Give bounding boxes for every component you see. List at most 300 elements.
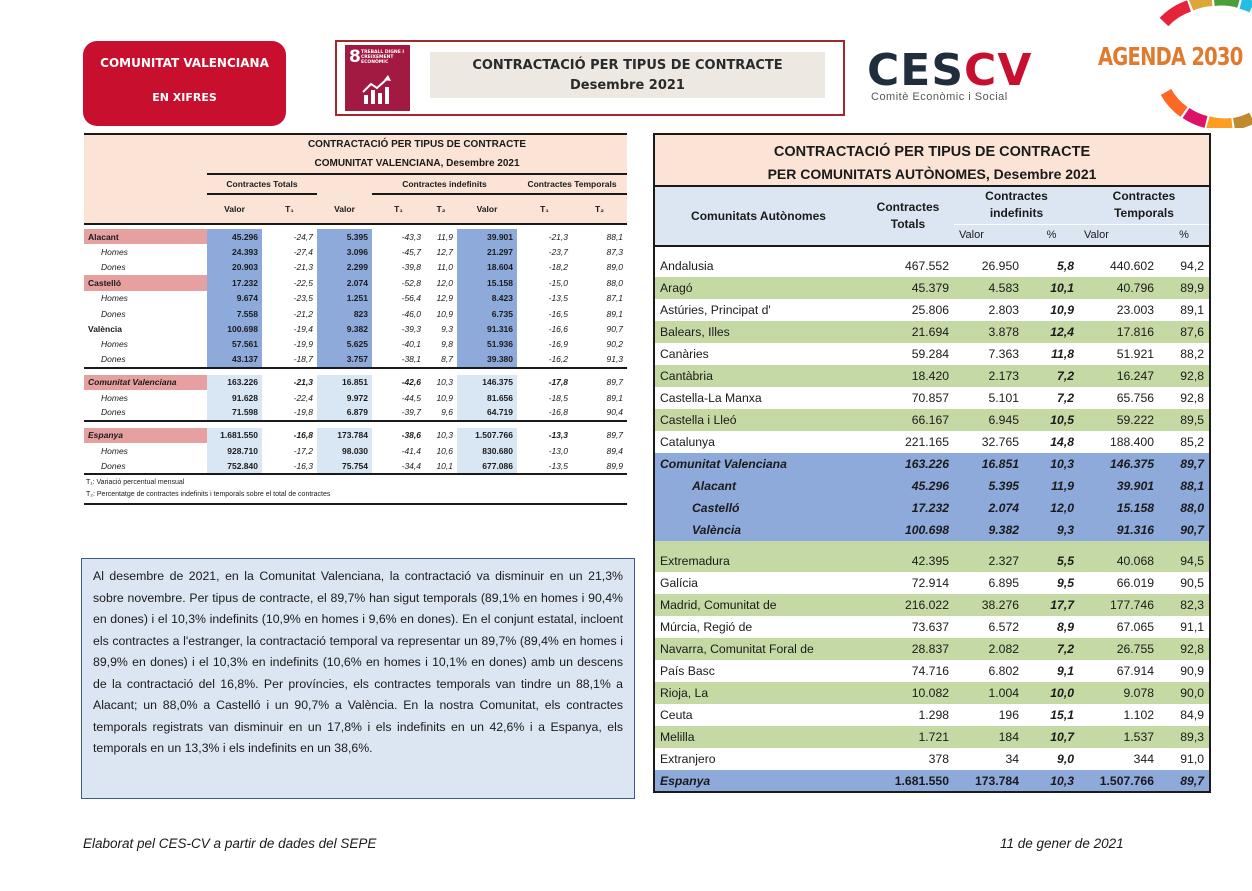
- table-row: [84, 337, 627, 352]
- region-name: Catalunya: [654, 431, 862, 453]
- page-title-line2: Desembre 2021: [570, 78, 685, 93]
- row-label: Castelló: [84, 275, 207, 290]
- table-cell: 57.561: [207, 337, 262, 352]
- table-cell: 2.327: [954, 550, 1024, 572]
- table-cell: -13,3: [548, 430, 568, 441]
- subhead: T₂: [425, 194, 457, 224]
- table-cell: 177.746: [1079, 594, 1159, 616]
- table-cell: -17,8: [548, 377, 568, 388]
- table-cell: 1.102: [1079, 704, 1159, 726]
- table-cell: 89,1: [606, 392, 624, 403]
- region-name: Melilla: [654, 726, 862, 748]
- table-cell: 81.656: [457, 390, 517, 405]
- table-cell: 100.698: [207, 321, 262, 336]
- table-cell: -23,5: [293, 293, 313, 304]
- sdg-number: 8: [349, 47, 361, 67]
- province-table-title: CONTRACTACIÓ PER TIPUS DE CONTRACTE: [207, 134, 627, 154]
- table-cell: 2.803: [954, 299, 1024, 321]
- ces-logo-subtitle: Comitè Econòmic i Social: [871, 91, 1008, 103]
- table-cell: -52,8: [401, 277, 421, 288]
- table-cell: 91,1: [1159, 616, 1210, 638]
- table-cell: 163.226: [862, 453, 954, 475]
- row-label: Espanya: [84, 428, 207, 443]
- table-cell: 64.719: [457, 405, 517, 420]
- table-cell: -43,3: [401, 231, 421, 242]
- sub-valor: Valor: [954, 224, 1024, 246]
- table-cell: 2.074: [317, 275, 372, 290]
- table-cell: 43.137: [207, 352, 262, 367]
- table-cell: 89,1: [606, 308, 624, 319]
- table-cell: 45.296: [862, 475, 954, 497]
- table-cell: 34: [954, 748, 1024, 770]
- table-row: [654, 594, 1210, 616]
- table-cell: 12,9: [436, 293, 453, 304]
- table-cell: -46,0: [401, 308, 421, 319]
- group-header-total: Contractes Totals: [207, 174, 317, 194]
- table-cell: 11,9: [437, 231, 453, 242]
- note-t2: T₂: Percentatge de contractes indefinits i temporals sobre el total de contractes: [86, 490, 331, 498]
- table-cell: 1.298: [862, 704, 954, 726]
- table-cell: 2.074: [954, 497, 1024, 519]
- table-cell: 9,3: [441, 324, 453, 335]
- footer-source: Elaborat pel CES-CV a partir de dades del SEPE: [83, 836, 377, 851]
- table-cell: -16,2: [548, 354, 568, 365]
- table-cell: -16,3: [293, 460, 313, 471]
- region-name: Canàries: [654, 343, 862, 365]
- table-cell: 1.251: [317, 291, 372, 306]
- table-cell: -22,5: [293, 277, 313, 288]
- table-cell: -21,3: [548, 231, 568, 242]
- table-cell: 467.552: [862, 255, 954, 277]
- table-row: [654, 365, 1210, 387]
- row-label: Dones: [101, 262, 126, 273]
- table-cell: 12,4: [1024, 321, 1079, 343]
- col-temp: Contractes Temporals: [1079, 186, 1210, 224]
- table-cell: 14,8: [1024, 431, 1079, 453]
- table-cell: 45.296: [207, 229, 262, 244]
- table-cell: 173.784: [317, 428, 372, 443]
- table-cell: 1.507.766: [457, 428, 517, 443]
- region-name: Extremadura: [654, 550, 862, 572]
- table-cell: 677.086: [457, 458, 517, 473]
- table-cell: 89,9: [1159, 277, 1210, 299]
- table-cell: 184: [954, 726, 1024, 748]
- table-cell: 17.232: [862, 497, 954, 519]
- table-row: [654, 748, 1210, 770]
- table-cell: 7,2: [1024, 387, 1079, 409]
- region-name: Extranjero: [654, 748, 862, 770]
- table-cell: 5.101: [954, 387, 1024, 409]
- agenda2030-text: AGENDA 2030: [1098, 42, 1243, 71]
- table-cell: 2.299: [317, 260, 372, 275]
- table-cell: 3.757: [317, 352, 372, 367]
- table-cell: 5,8: [1024, 255, 1079, 277]
- table-row: [654, 343, 1210, 365]
- table-cell: 10,6: [436, 445, 453, 456]
- table-cell: 21.297: [457, 244, 517, 259]
- subhead: T₁: [262, 194, 317, 224]
- table-cell: 90,9: [1159, 660, 1210, 682]
- page-title-line1: CONTRACTACIÓ PER TIPUS DE CONTRACTE: [472, 58, 783, 73]
- table-cell: 2.082: [954, 638, 1024, 660]
- row-label: Homes: [101, 445, 128, 456]
- table-cell: -38,6: [401, 430, 421, 441]
- table-cell: 10,7: [1024, 726, 1079, 748]
- table-cell: 9,8: [441, 339, 453, 350]
- row-label: Alacant: [84, 229, 207, 244]
- table-cell: 65.756: [1079, 387, 1159, 409]
- table-cell: 9,0: [1024, 748, 1079, 770]
- table-cell: 10,0: [1024, 682, 1079, 704]
- table-row: [84, 260, 627, 275]
- table-cell: 6.802: [954, 660, 1024, 682]
- table-row: [654, 550, 1210, 572]
- table-cell: 88,0: [606, 277, 624, 288]
- table-cell: -13,0: [548, 445, 568, 456]
- regions-table-subtitle: PER COMUNITATS AUTÒNOMES, Desembre 2021: [654, 162, 1210, 186]
- region-name: Astúries, Principat d': [654, 299, 862, 321]
- table-cell: 90,4: [606, 407, 624, 418]
- table-cell: 216.022: [862, 594, 954, 616]
- region-name: Castelló: [654, 497, 862, 519]
- table-cell: 10,1: [436, 460, 453, 471]
- region-name: Comunitat Valenciana: [654, 453, 862, 475]
- table-cell: 72.914: [862, 572, 954, 594]
- region-name: Alacant: [654, 475, 862, 497]
- table-cell: 221.165: [862, 431, 954, 453]
- region-name: Navarra, Comunitat Foral de: [654, 638, 862, 660]
- cescv-logo: [867, 45, 1057, 108]
- table-cell: 85,2: [1159, 431, 1210, 453]
- table-cell: -16,9: [548, 339, 568, 350]
- table-cell: 752.840: [207, 458, 262, 473]
- regions-table-title: CONTRACTACIÓ PER TIPUS DE CONTRACTE: [654, 134, 1210, 162]
- row-label: Homes: [101, 293, 128, 304]
- region-name: Cantàbria: [654, 365, 862, 387]
- row-label: Dones: [101, 460, 126, 471]
- table-cell: 26.755: [1079, 638, 1159, 660]
- table-cell: -21,3: [293, 262, 313, 273]
- table-cell: 89,7: [1159, 770, 1210, 792]
- row-label: Homes: [101, 247, 128, 258]
- table-cell: -40,1: [401, 339, 421, 350]
- table-row: [654, 660, 1210, 682]
- growth-chart-icon: [361, 75, 391, 105]
- row-label: Dones: [101, 354, 126, 365]
- subhead: T₂: [572, 194, 627, 224]
- province-table-subtitle: COMUNITAT VALENCIANA, Desembre 2021: [207, 154, 627, 174]
- table-cell: -38,1: [401, 354, 421, 365]
- table-cell: -45,7: [401, 247, 421, 258]
- agenda2030-logo: [1094, 0, 1252, 128]
- row-label: València: [88, 324, 123, 335]
- table-cell: 89,7: [606, 377, 624, 388]
- table-cell: 8,9: [1024, 616, 1079, 638]
- table-cell: 830.680: [457, 443, 517, 458]
- table-row: [654, 475, 1210, 497]
- table-cell: 12,0: [1024, 497, 1079, 519]
- row-label: Homes: [101, 339, 128, 350]
- badge-title: COMUNITAT VALENCIANA: [100, 56, 269, 70]
- table-cell: 16.851: [317, 375, 372, 390]
- table-cell: -13,5: [548, 460, 568, 471]
- table-cell: 26.950: [954, 255, 1024, 277]
- table-cell: 23.003: [1079, 299, 1159, 321]
- table-cell: 100.698: [862, 519, 954, 541]
- table-cell: -21,2: [293, 308, 313, 319]
- table-cell: -19,8: [293, 407, 313, 418]
- table-cell: -16,8: [293, 430, 313, 441]
- table-cell: -39,7: [401, 407, 421, 418]
- table-cell: 17.816: [1079, 321, 1159, 343]
- table-cell: 1.004: [954, 682, 1024, 704]
- row-label: Dones: [101, 407, 126, 418]
- table-cell: 10,1: [1024, 277, 1079, 299]
- table-cell: 92,8: [1159, 387, 1210, 409]
- region-name: Castella i Lleó: [654, 409, 862, 431]
- table-cell: -13,5: [548, 293, 568, 304]
- table-cell: 98.030: [317, 443, 372, 458]
- badge-subtitle: EN XIFRES: [152, 91, 217, 104]
- table-cell: -39,8: [401, 262, 421, 273]
- regions-table: [653, 133, 1209, 793]
- table-cell: -19,9: [293, 339, 313, 350]
- table-cell: 10,3: [436, 430, 453, 441]
- table-cell: -27,4: [293, 247, 313, 258]
- table-cell: 1.507.766: [1079, 770, 1159, 792]
- table-cell: 440.602: [1079, 255, 1159, 277]
- table-cell: 196: [954, 704, 1024, 726]
- col-total: Contractes Totals: [862, 186, 954, 246]
- table-row: [654, 770, 1210, 792]
- table-cell: -56,4: [401, 293, 421, 304]
- table-cell: -21,3: [293, 377, 313, 388]
- table-cell: 91,0: [1159, 748, 1210, 770]
- subhead: Valor: [207, 194, 262, 224]
- table-cell: 21.694: [862, 321, 954, 343]
- table-cell: 10,3: [1024, 770, 1079, 792]
- table-row: [654, 497, 1210, 519]
- table-cell: 17.232: [207, 275, 262, 290]
- title-frame: [335, 40, 845, 116]
- region-badge: [83, 41, 286, 126]
- table-cell: 59.284: [862, 343, 954, 365]
- region-name: Espanya: [654, 770, 862, 792]
- row-label: Homes: [101, 392, 128, 403]
- cv-logo-text: CV: [964, 45, 1033, 96]
- region-name: Andalusia: [654, 255, 862, 277]
- table-cell: -34,4: [401, 460, 421, 471]
- table-cell: 4.583: [954, 277, 1024, 299]
- sdg8-icon: [345, 45, 410, 111]
- table-cell: 3.878: [954, 321, 1024, 343]
- table-cell: 87,6: [1159, 321, 1210, 343]
- sub-pct: %: [1159, 224, 1210, 246]
- table-cell: 10,3: [1024, 453, 1079, 475]
- table-cell: 94,2: [1159, 255, 1210, 277]
- table-cell: 9,1: [1024, 660, 1079, 682]
- table-cell: 82,3: [1159, 594, 1210, 616]
- table-cell: 9.382: [317, 321, 372, 336]
- table-cell: -44,5: [401, 392, 421, 403]
- table-cell: 378: [862, 748, 954, 770]
- table-cell: 87,3: [606, 247, 624, 258]
- table-cell: 11,8: [1024, 343, 1079, 365]
- table-cell: 16.851: [954, 453, 1024, 475]
- table-row: [84, 291, 627, 306]
- table-cell: 10,9: [1024, 299, 1079, 321]
- table-row: [654, 299, 1210, 321]
- table-row: [84, 428, 627, 443]
- table-cell: 67.914: [1079, 660, 1159, 682]
- region-name: Rioja, La: [654, 682, 862, 704]
- group-header-temp: Contractes Temporals: [517, 174, 627, 194]
- table-cell: -18,2: [548, 262, 568, 273]
- table-cell: 28.837: [862, 638, 954, 660]
- table-cell: -18,7: [293, 354, 313, 365]
- table-cell: 5.395: [317, 229, 372, 244]
- table-cell: 66.019: [1079, 572, 1159, 594]
- table-cell: 89,7: [606, 430, 624, 441]
- table-cell: 84,9: [1159, 704, 1210, 726]
- table-row: [84, 375, 627, 390]
- table-row: [654, 277, 1210, 299]
- table-cell: 42.395: [862, 550, 954, 572]
- sub-pct: %: [1024, 224, 1079, 246]
- table-cell: 7.558: [207, 306, 262, 321]
- table-cell: 88,0: [1159, 497, 1210, 519]
- table-cell: 10,5: [1024, 409, 1079, 431]
- table-row: [654, 572, 1210, 594]
- table-cell: -24,7: [293, 231, 313, 242]
- table-cell: 6.895: [954, 572, 1024, 594]
- table-cell: 89,5: [1159, 409, 1210, 431]
- table-cell: -15,0: [548, 277, 568, 288]
- table-row: [84, 321, 627, 336]
- table-cell: 91.628: [207, 390, 262, 405]
- table-cell: 15.158: [457, 275, 517, 290]
- col-region: Comunitats Autònomes: [654, 186, 862, 246]
- table-cell: 89,1: [1159, 299, 1210, 321]
- table-cell: 188.400: [1079, 431, 1159, 453]
- table-cell: 11,9: [1024, 475, 1079, 497]
- table-cell: 8,7: [441, 354, 453, 365]
- col-indef: Contractes indefinits: [954, 186, 1079, 224]
- table-cell: 16.247: [1079, 365, 1159, 387]
- table-cell: 6.572: [954, 616, 1024, 638]
- summary-paragraph: Al desembre de 2021, en la Comunitat Valenciana, la contractació va disminuir en un 21,3% sobre novembre. Per tipus de contracte, el 89,7% han sigut temporals (89,1% en homes i 90,4% en dones) i el 10,3% indefinits (10,9% en homes i 9,6% en dones). En el conjunt estatal, incloent els contractes a l'estranger, la contractació temporal va representar un 89,7% (89,4% en homes i 89,9% en dones) i el 10,3% en indefinits (10,6% en homes i 10,1% en dones) amb un descens de la contractació del 16,8%. Per províncies, els contractes temporals van tindre un 88,1% a Alacant; un 88,0% a Castelló i un 90,7% a València. En la nostra Comunitat, els contractes temporals registrats van disminuir en un 17,8% i els indefinits en un 42,6% i a Espanya, els temporals en un 13,3% i els indefinits en un 38,6%.: [81, 558, 635, 799]
- table-cell: 87,1: [606, 293, 624, 304]
- subhead: T₁: [517, 194, 572, 224]
- table-cell: 39.380: [457, 352, 517, 367]
- table-cell: 1.537: [1079, 726, 1159, 748]
- table-cell: -16,6: [548, 324, 568, 335]
- table-cell: 9.674: [207, 291, 262, 306]
- table-cell: 15.158: [1079, 497, 1159, 519]
- table-cell: 9.078: [1079, 682, 1159, 704]
- table-cell: 12,0: [436, 277, 453, 288]
- table-cell: 163.226: [207, 375, 262, 390]
- table-row: [654, 726, 1210, 748]
- table-cell: 25.806: [862, 299, 954, 321]
- region-name: Balears, Illes: [654, 321, 862, 343]
- table-row: [654, 255, 1210, 277]
- table-cell: 88,2: [1159, 343, 1210, 365]
- table-cell: -19,4: [293, 324, 313, 335]
- table-cell: 11,0: [437, 262, 453, 273]
- table-cell: 10.082: [862, 682, 954, 704]
- region-name: Madrid, Comunitat de: [654, 594, 862, 616]
- table-cell: 39.901: [457, 229, 517, 244]
- table-cell: 74.716: [862, 660, 954, 682]
- table-cell: 90,5: [1159, 572, 1210, 594]
- table-cell: 20.903: [207, 260, 262, 275]
- table-cell: 90,2: [606, 339, 624, 350]
- table-cell: 18.420: [862, 365, 954, 387]
- table-row: [84, 229, 627, 244]
- table-row: [84, 352, 627, 367]
- table-cell: 2.173: [954, 365, 1024, 387]
- table-row: [84, 405, 627, 420]
- table-cell: 10,3: [436, 377, 453, 388]
- table-row: [654, 616, 1210, 638]
- table-cell: 15,1: [1024, 704, 1079, 726]
- table-cell: 92,8: [1159, 638, 1210, 660]
- region-name: Ceuta: [654, 704, 862, 726]
- table-cell: 9,5: [1024, 572, 1079, 594]
- table-row: [654, 519, 1210, 541]
- table-cell: 1.681.550: [862, 770, 954, 792]
- table-cell: 45.379: [862, 277, 954, 299]
- table-cell: 7,2: [1024, 638, 1079, 660]
- table-cell: 94,5: [1159, 550, 1210, 572]
- table-cell: 90,0: [1159, 682, 1210, 704]
- table-cell: 6.945: [954, 409, 1024, 431]
- page-title: [430, 52, 825, 98]
- table-cell: 10,9: [436, 308, 453, 319]
- table-row: [654, 321, 1210, 343]
- table-row: [84, 306, 627, 321]
- table-cell: 7,2: [1024, 365, 1079, 387]
- table-cell: -17,2: [293, 445, 313, 456]
- table-cell: 146.375: [457, 375, 517, 390]
- table-cell: -18,5: [548, 392, 568, 403]
- table-cell: 39.901: [1079, 475, 1159, 497]
- table-cell: 91.316: [457, 321, 517, 336]
- table-cell: 70.857: [862, 387, 954, 409]
- table-row: [84, 244, 627, 259]
- table-cell: 5,5: [1024, 550, 1079, 572]
- table-cell: 928.710: [207, 443, 262, 458]
- region-name: València: [654, 519, 862, 541]
- table-cell: 173.784: [954, 770, 1024, 792]
- region-name: Aragó: [654, 277, 862, 299]
- table-cell: 18.604: [457, 260, 517, 275]
- table-row: [84, 458, 627, 473]
- row-label: Dones: [101, 308, 126, 319]
- table-cell: 3.096: [317, 244, 372, 259]
- table-cell: 51.921: [1079, 343, 1159, 365]
- table-row: [84, 390, 627, 405]
- table-row: [654, 704, 1210, 726]
- region-name: Castella-La Manxa: [654, 387, 862, 409]
- table-cell: 91,3: [606, 354, 624, 365]
- table-cell: 90,7: [606, 324, 624, 335]
- table-cell: 823: [317, 306, 372, 321]
- table-cell: 9.382: [954, 519, 1024, 541]
- table-cell: 90,7: [1159, 519, 1210, 541]
- table-cell: 73.637: [862, 616, 954, 638]
